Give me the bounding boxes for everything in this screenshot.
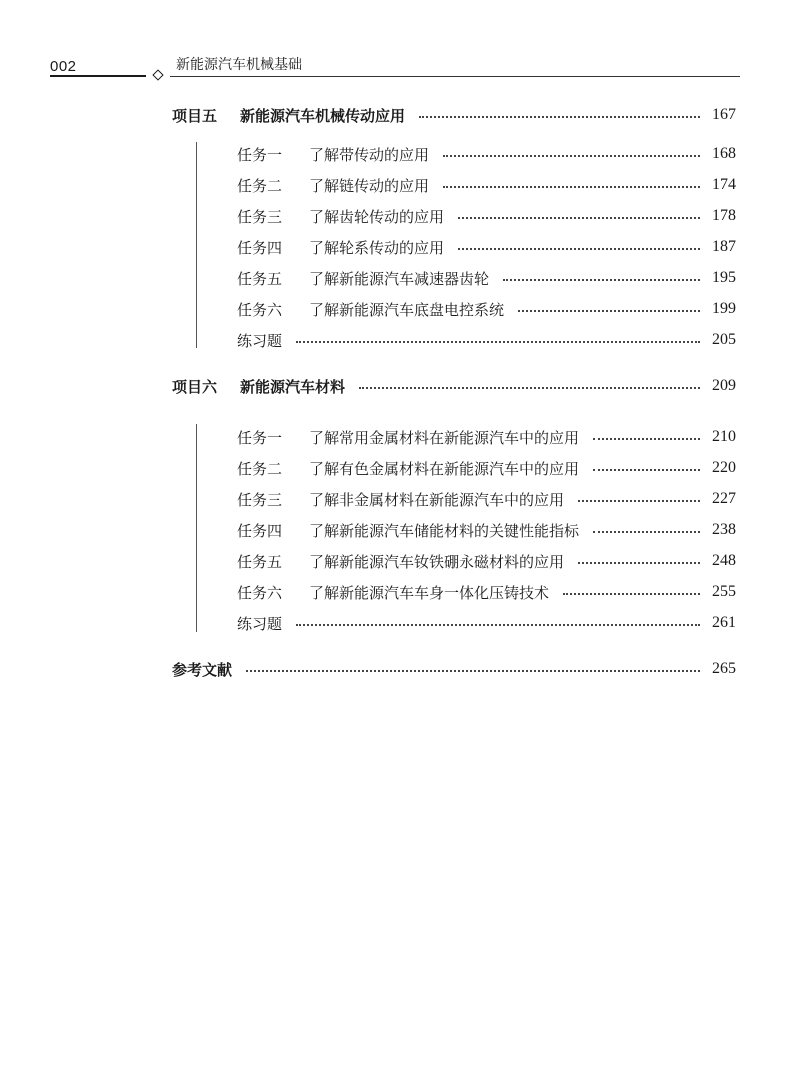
task-number: 任务四 <box>237 521 283 540</box>
dot-leader <box>458 217 700 219</box>
toc-chapter-5[interactable] <box>172 104 736 126</box>
page-ref: 255 <box>712 583 736 600</box>
task-title: 了解链传动的应用 <box>309 176 430 195</box>
exercises-title: 练习题 <box>237 614 283 633</box>
dot-leader <box>359 387 700 389</box>
chapter-number: 项目五 <box>172 106 218 125</box>
page-ref: 248 <box>712 552 736 569</box>
toc-exercises[interactable] <box>237 329 736 351</box>
task-number: 任务一 <box>237 145 283 164</box>
task-title: 了解轮系传动的应用 <box>309 238 445 257</box>
page-ref: 174 <box>712 176 736 193</box>
page-ref: 220 <box>712 459 736 476</box>
task-number: 任务一 <box>237 428 283 447</box>
toc-task[interactable] <box>237 550 736 572</box>
dot-leader <box>443 186 700 188</box>
toc-task[interactable] <box>237 298 736 320</box>
toc-task[interactable] <box>237 519 736 541</box>
header-rule-left <box>50 75 146 77</box>
page-ref: 261 <box>712 614 736 631</box>
dot-leader <box>593 531 700 533</box>
task-number: 任务六 <box>237 300 283 319</box>
dot-leader <box>578 562 700 564</box>
page-ref: 265 <box>712 660 736 677</box>
dot-leader <box>518 310 700 312</box>
toc-task[interactable] <box>237 143 736 165</box>
page-ref: 167 <box>712 106 736 123</box>
task-group-bar <box>196 424 197 632</box>
toc-exercises[interactable] <box>237 612 736 634</box>
task-group-bar <box>196 142 197 348</box>
chapter-title: 新能源汽车材料 <box>240 377 346 396</box>
page-ref: 187 <box>712 238 736 255</box>
references-title: 参考文献 <box>172 660 233 679</box>
task-title: 了解有色金属材料在新能源汽车中的应用 <box>309 459 580 478</box>
header-rule-right <box>170 76 740 77</box>
dot-leader <box>246 670 700 672</box>
dot-leader <box>419 116 700 118</box>
toc-task[interactable] <box>237 426 736 448</box>
page-ref: 178 <box>712 207 736 224</box>
toc-task[interactable] <box>237 267 736 289</box>
task-title: 了解新能源汽车钕铁硼永磁材料的应用 <box>309 552 565 571</box>
page-ref: 199 <box>712 300 736 317</box>
dot-leader <box>593 469 700 471</box>
task-number: 任务三 <box>237 207 283 226</box>
page-ref: 209 <box>712 377 736 394</box>
task-title: 了解新能源汽车减速器齿轮 <box>309 269 490 288</box>
page-ref: 210 <box>712 428 736 445</box>
exercises-title: 练习题 <box>237 331 283 350</box>
dot-leader <box>578 500 700 502</box>
task-title: 了解常用金属材料在新能源汽车中的应用 <box>309 428 580 447</box>
chapter-number: 项目六 <box>172 377 218 396</box>
dot-leader <box>563 593 700 595</box>
toc-task[interactable] <box>237 581 736 603</box>
task-number: 任务三 <box>237 490 283 509</box>
page-number: 002 <box>50 58 77 75</box>
task-title: 了解带传动的应用 <box>309 145 430 164</box>
toc-task[interactable] <box>237 174 736 196</box>
task-title: 了解非金属材料在新能源汽车中的应用 <box>309 490 565 509</box>
task-title: 了解新能源汽车车身一体化压铸技术 <box>309 583 550 602</box>
toc-task[interactable] <box>237 457 736 479</box>
task-number: 任务四 <box>237 238 283 257</box>
toc-references[interactable] <box>172 658 736 680</box>
diamond-icon <box>152 69 163 80</box>
task-number: 任务二 <box>237 459 283 478</box>
task-title: 了解齿轮传动的应用 <box>309 207 445 226</box>
page-ref: 168 <box>712 145 736 162</box>
chapter-title: 新能源汽车机械传动应用 <box>240 106 406 125</box>
toc-task[interactable] <box>237 488 736 510</box>
book-title: 新能源汽车机械基础 <box>176 57 302 73</box>
task-number: 任务六 <box>237 583 283 602</box>
dot-leader <box>296 341 700 343</box>
toc-task[interactable] <box>237 236 736 258</box>
task-title: 了解新能源汽车底盘电控系统 <box>309 300 505 319</box>
page-ref: 227 <box>712 490 736 507</box>
page-ref: 205 <box>712 331 736 348</box>
page-ref: 238 <box>712 521 736 538</box>
page-ref: 195 <box>712 269 736 286</box>
task-title: 了解新能源汽车储能材料的关键性能指标 <box>309 521 580 540</box>
task-number: 任务五 <box>237 552 283 571</box>
toc-task[interactable] <box>237 205 736 227</box>
dot-leader <box>593 438 700 440</box>
dot-leader <box>443 155 700 157</box>
dot-leader <box>503 279 700 281</box>
task-number: 任务二 <box>237 176 283 195</box>
dot-leader <box>458 248 700 250</box>
dot-leader <box>296 624 700 626</box>
toc-chapter-6[interactable] <box>172 375 736 397</box>
task-number: 任务五 <box>237 269 283 288</box>
